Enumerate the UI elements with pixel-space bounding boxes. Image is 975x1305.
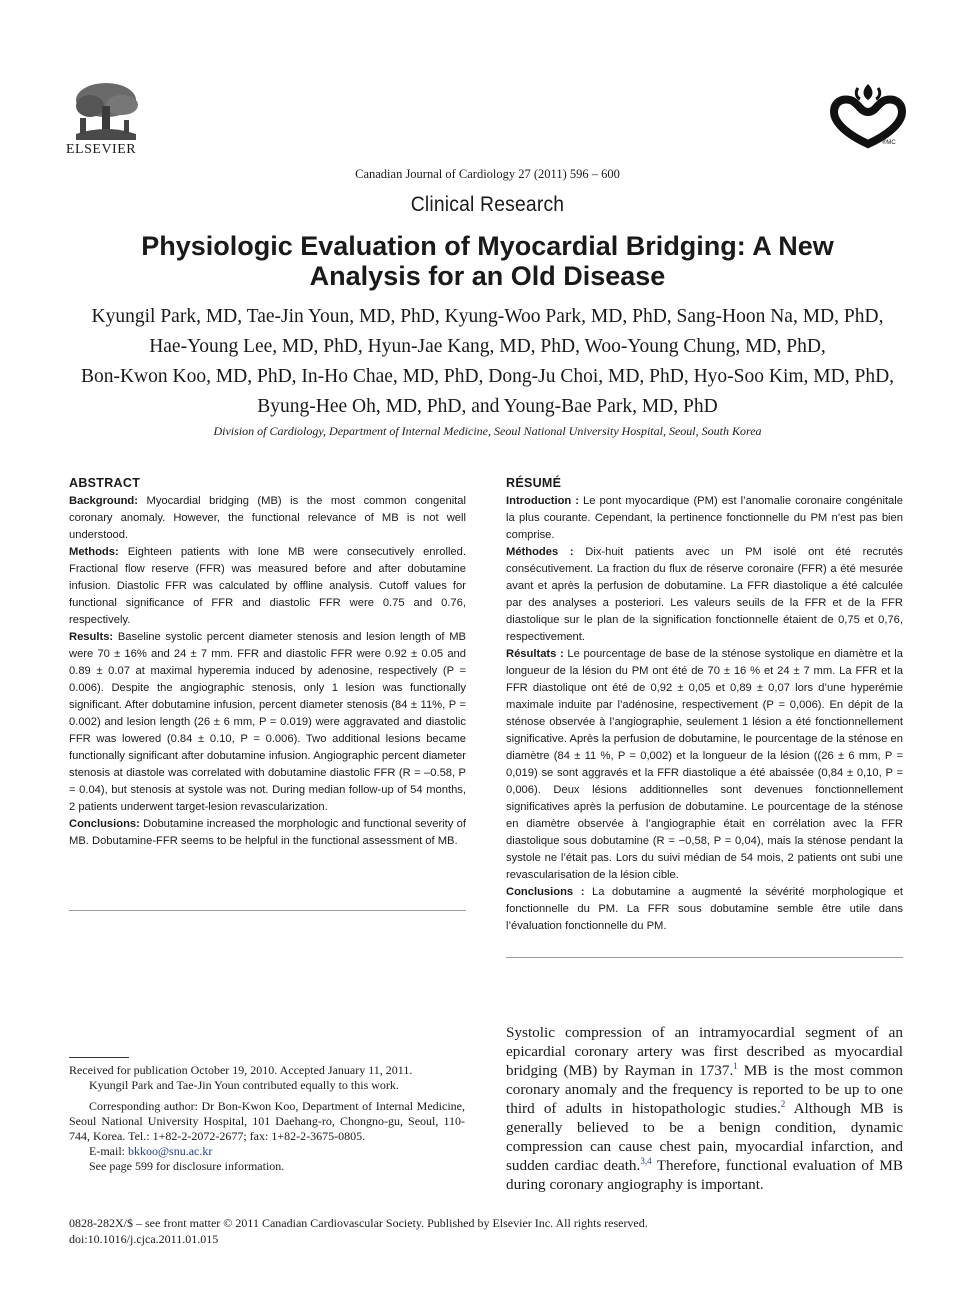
section-label: Background:: [69, 495, 138, 507]
corresponding-author-note: Corresponding author: Dr Bon-Kwon Koo, Department of Internal Medicine, Seoul National University Hospital, 101 Daehang-ro, Chongno-gu, Seoul, 110-744, Korea. Tel.: 1+82-2-2072-2677; fax: 1+82-2-3675-0805.: [69, 1099, 465, 1143]
section-label: Conclusions :: [506, 886, 585, 898]
resume-conclusions: [506, 884, 903, 935]
author-line: Hae-Young Lee, MD, PhD, Hyun-Jae Kang, MD, PhD, Woo-Young Chung, MD, PhD,: [149, 336, 826, 357]
author-list: [55, 302, 920, 422]
reference-link[interactable]: 1: [733, 1060, 738, 1071]
section-label: Résultats :: [506, 648, 564, 660]
society-logo: [828, 78, 908, 154]
affiliation: Division of Cardiology, Department of Internal Medicine, Seoul National University Hospital, Seoul, South Korea: [213, 424, 762, 438]
heart-logo-icon: [828, 78, 908, 154]
resume-methodes: [506, 544, 903, 646]
abstract-french: [506, 475, 903, 935]
title-line: Analysis for an Old Disease: [309, 261, 666, 291]
section-text: Dobutamine increased the morphologic and functional severity of MB. Dobutamine-FFR seems to be helpful in the functional assessment of MB.: [69, 818, 466, 847]
abstract-divider: [69, 910, 466, 911]
publisher-name: ELSEVIER: [66, 142, 137, 157]
article-title: [60, 231, 915, 291]
abstract-background: [69, 493, 466, 544]
doi-line: doi:10.1016/j.cjca.2011.01.015: [69, 1232, 219, 1246]
section-label: Results:: [69, 631, 114, 643]
society-mark: ®MC: [882, 140, 896, 146]
body-text: Therefore, functional evaluation of MB during coronary angiography is important.: [506, 1157, 904, 1193]
section-label: Méthodes :: [506, 546, 574, 558]
equal-contribution-note: Kyungil Park and Tae-Jin Youn contributed equally to this work.: [89, 1078, 399, 1092]
disclosure-note: See page 599 for disclosure information.: [89, 1159, 285, 1173]
copyright-line: 0828-282X/$ – see front matter © 2011 Canadian Cardiovascular Society. Published by Elsevier Inc. All rights reserved.: [69, 1216, 648, 1230]
section-text: Le pourcentage de base de la sténose systolique en diamètre et la longueur de la lésion du PM ont été de 70 ± 16 % et 24 ± 7 mm. La FFR et la FFR diastolique ont été de 0,92 ± 0,05 et 0,89 ± 0,07 lors d’une hyperémie maximale induite par l’adénosine, respectivement (P = 0,006). En dépit de la sténose observée à l’angiographie, seulement 1 lésion a été fonctionnellement significative. Après la perfusion de dobutamine, le pourcentage de la sténose en diamètre (84 ± 11 %, P = 0,002) et la longueur de la lésion ((26 ± 6 mm, P = 0,019) se sont aggravés et la FFR diastolique a été abaissée (0,84 ± 0,10, P = 0,006). Deux lésions additionnelles sont devenues fonctionnellement significatives après la perfusion de dobutamine. Le pourcentage de la sténose en diamètre observée à l’angiographie était en corrélation avec la FFR diastolique sous dobutamine (R = −0,58, P = 0,04), mais la sténose pendant la systole ne l’était pas. Lors du suivi médian de 54 mois, 2 patients ont subi une revascularisation de la lésion cible.: [506, 648, 903, 881]
copyright-notice: [69, 1215, 769, 1247]
body-text: Although MB is generally believed to be a benign condition, dynamic compression can cause chest pain, myocardial infarction, and sudden cardiac death.: [506, 1100, 903, 1174]
section-text: La dobutamine a augmenté la sévérité morphologique et fonctionnelle du PM. La FFR sous dobutamine semble être utile dans l’évaluation fonctionnelle du PM.: [506, 886, 904, 932]
elsevier-tree-icon: [66, 80, 144, 142]
email-label: E-mail:: [89, 1144, 128, 1158]
section-text: Baseline systolic percent diameter stenosis and lesion length of MB were 70 ± 16% and 24 ± 7 mm. FFR and diastolic FFR were 0.92 ± 0.05 and 0.89 ± 0.07 at maximal hyperemia induced by adenosine, respectively (P = 0.006). Despite the angiographic stenosis, only 1 lesion was functionally significant. After dobutamine infusion, percent diameter stenosis (84 ± 11%, P = 0.002) and lesion length (26 ± 6 mm, P = 0.019) were aggravated and diastolic FFR was lowered (0.84 ± 0.10, P = 0.006). Two additional lesions became functionally significant after dobutamine infusion. Angiographic percent diameter stenosis at diastole was correlated with dobutamine diastolic FFR (R = –0.58, P = 0.04), but stenosis at systole was not. During median follow-up of 54 months, 2 patients underwent target-lesion revascularization.: [69, 631, 466, 813]
section-label: Introduction :: [506, 495, 580, 507]
abstract-english: [69, 475, 466, 850]
abstract-heading: RÉSUMÉ: [506, 476, 562, 490]
section-text: Le pont myocardique (PM) est l’anomalie coronaire congénitale la plus courante. Cependant, la pertinence fonctionnelle du PM n’est pas bien comprise.: [506, 495, 903, 541]
body-text: MB is the most common coronary anomaly and the frequency is reported to be up to one third of adults in histopathologic studies.: [506, 1062, 903, 1117]
reference-link[interactable]: 3,4: [640, 1155, 652, 1166]
section-label: Conclusions:: [69, 818, 140, 830]
title-line: Physiologic Evaluation of Myocardial Bridging: A New: [141, 231, 834, 261]
abstract-conclusions: [69, 816, 466, 850]
resume-resultats: [506, 646, 903, 884]
abstract-results: [69, 629, 466, 816]
author-line: Byung-Hee Oh, MD, PhD, and Young-Bae Park, MD, PhD: [257, 396, 718, 417]
body-text: Systolic compression of an intramyocardial segment of an epicardial coronary artery was first described as myocardial bridging (MB) by Rayman in 1737.: [506, 1024, 903, 1079]
received-note: Received for publication October 19, 2010. Accepted January 11, 2011.: [69, 1063, 413, 1077]
abstract-heading: ABSTRACT: [69, 476, 141, 490]
email-link[interactable]: bkkoo@snu.ac.kr: [128, 1144, 213, 1158]
resume-introduction: [506, 493, 903, 544]
footnote-divider: [69, 1057, 129, 1058]
section-text: Myocardial bridging (MB) is the most common congenital coronary anomaly. However, the functional relevance of MB is not well understood.: [69, 495, 466, 541]
email-note: [69, 1144, 465, 1159]
author-line: Bon-Kwon Koo, MD, PhD, In-Ho Chae, MD, PhD, Dong-Ju Choi, MD, PhD, Hyo-Soo Kim, MD, PhD,: [80, 366, 895, 387]
section-label: Clinical Research: [410, 193, 565, 216]
section-label: Methods:: [69, 546, 119, 558]
abstract-methods: [69, 544, 466, 629]
section-text: Eighteen patients with lone MB were consecutively enrolled. Fractional flow reserve (FFR) was measured before and after dobutamine infusion. Diastolic FFR was calculated by offline analysis. Cutoff values for functional significance of FFR and diastolic FFR were 0.75 and 0.76, respectively.: [69, 546, 466, 626]
section-text: Dix-huit patients avec un PM isolé ont été recrutés consécutivement. La fraction du flux de réserve coronaire (FFR) a été mesurée avant et après la perfusion de dobutamine. La FFR diastolique a été calculée par des analyses a posteriori. Les valeurs seuils de la FFR et de la FFR diastolique sur le plan de la signification fonctionnelle étaient de 0,75 et 0,76, respectivement.: [506, 546, 904, 643]
author-line: Kyungil Park, MD, Tae-Jin Youn, MD, PhD, Kyung-Woo Park, MD, PhD, Sang-Hoon Na, MD, PhD,: [91, 306, 884, 327]
reference-link[interactable]: 2: [780, 1098, 786, 1109]
journal-citation: Canadian Journal of Cardiology 27 (2011) 596 – 600: [355, 167, 620, 181]
body-paragraph: [506, 1023, 903, 1194]
abstract-divider: [506, 957, 903, 958]
footnotes: [69, 1063, 465, 1174]
publisher-logo: [66, 80, 144, 158]
